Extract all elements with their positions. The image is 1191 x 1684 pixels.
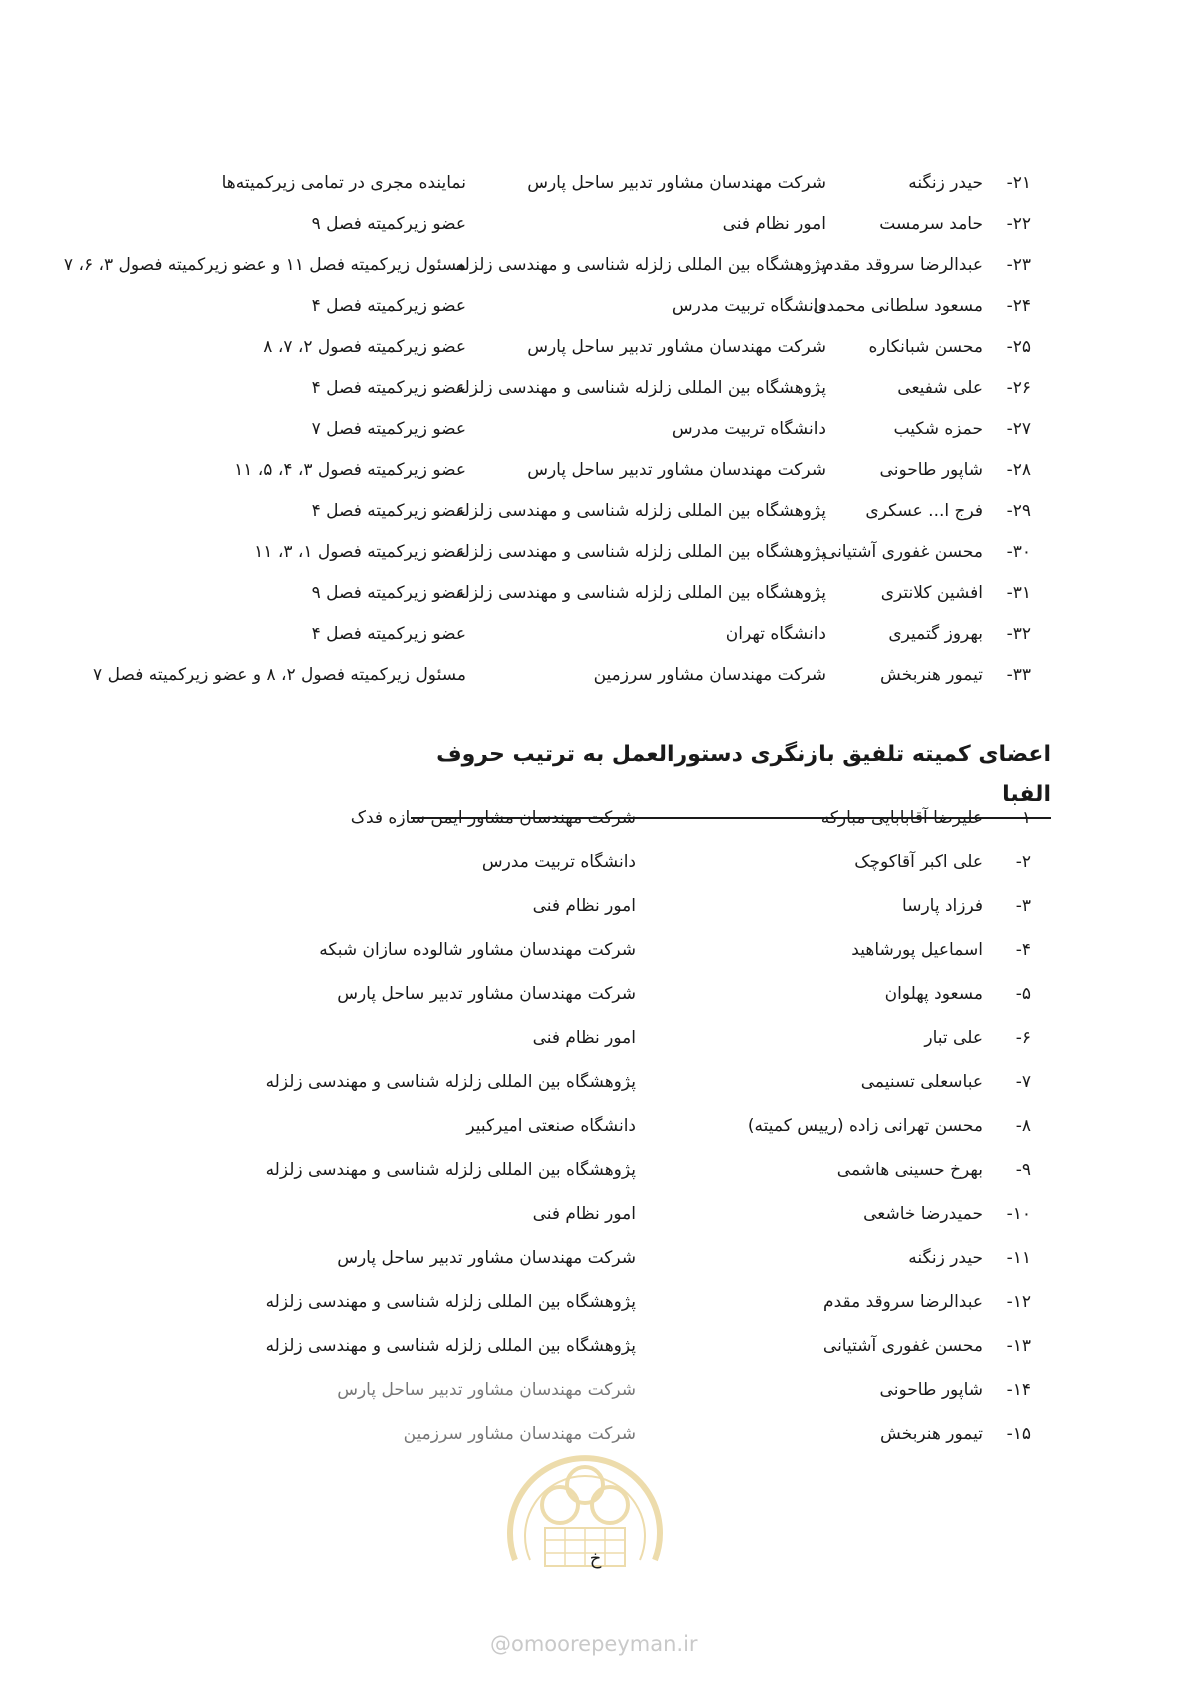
item-number: ۱۱- [1006, 1248, 1031, 1268]
member-role: عضو زیرکمیته فصول ۳، ۴، ۵، ۱۱ [234, 460, 466, 480]
item-name: حمیدرضا خاشعی [863, 1204, 983, 1224]
member-row [0, 614, 1191, 654]
member-number: ۲۷- [1006, 419, 1031, 439]
member-organization: شرکت مهندسان مشاور تدبیر ساحل پارس [527, 173, 826, 193]
member-row [0, 573, 1191, 613]
list-item [0, 798, 1191, 838]
member-organization: امور نظام فنی [722, 214, 826, 234]
item-name: بهرخ حسینی هاشمی [836, 1160, 983, 1180]
member-number: ۲۳- [1006, 255, 1031, 275]
member-row [0, 655, 1191, 695]
item-organization: شرکت مهندسان مشاور شالوده سازان شبکه [319, 940, 636, 960]
member-name: حامد سرمست [879, 214, 983, 234]
member-name: محسن شبانکاره [868, 337, 983, 357]
member-organization: شرکت مهندسان مشاور سرزمین [593, 665, 826, 685]
member-row [0, 532, 1191, 572]
member-row [0, 286, 1191, 326]
list-item [0, 1106, 1191, 1146]
list-item [0, 974, 1191, 1014]
item-name: اسماعیل پورشاهید [851, 940, 983, 960]
item-name: تیمور هنربخش [880, 1424, 983, 1444]
member-name: مسعود سلطانی محمدی [813, 296, 983, 316]
item-number: ۵- [1015, 984, 1031, 1004]
item-number: ۱۵- [1006, 1424, 1031, 1444]
member-organization: پژوهشگاه بین المللی زلزله شناسی و مهندسی زلزله [455, 255, 826, 275]
member-organization: پژوهشگاه بین المللی زلزله شناسی و مهندسی زلزله [455, 542, 826, 562]
member-organization: پژوهشگاه بین المللی زلزله شناسی و مهندسی زلزله [455, 583, 826, 603]
item-organization: شرکت مهندسان مشاور تدبیر ساحل پارس [337, 1380, 636, 1400]
item-name: علی اکبر آقاکوچک [854, 852, 983, 872]
item-organization: پژوهشگاه بین المللی زلزله شناسی و مهندسی زلزله [265, 1336, 636, 1356]
member-role: عضو زیرکمیته فصل ۹ [311, 214, 466, 234]
list-item [0, 1150, 1191, 1190]
member-row [0, 450, 1191, 490]
member-name: علی شفیعی [897, 378, 983, 398]
item-organization: دانشگاه تربیت مدرس [481, 852, 636, 872]
member-number: ۳۰- [1006, 542, 1031, 562]
item-name: مسعود پهلوان [884, 984, 983, 1004]
member-role: عضو زیرکمیته فصول ۲، ۷، ۸ [263, 337, 466, 357]
item-number: ۴- [1015, 940, 1031, 960]
item-number: ۶- [1015, 1028, 1031, 1048]
item-name: علیرضا آقابابایی مبارکه [820, 808, 983, 828]
member-role: عضو زیرکمیته فصل ۴ [311, 501, 466, 521]
item-name: محسن غفوری آشتیانی [822, 1336, 983, 1356]
member-name: عبدالرضا سروقد مقدم [823, 255, 983, 275]
page-number: خ [589, 1548, 602, 1569]
list-item [0, 842, 1191, 882]
item-name: فرزاد پارسا [902, 896, 983, 916]
member-name: تیمور هنربخش [880, 665, 983, 685]
item-organization: امور نظام فنی [532, 1204, 636, 1224]
member-row [0, 327, 1191, 367]
member-name: بهروز گتمیری [888, 624, 983, 644]
item-organization: شرکت مهندسان مشاور تدبیر ساحل پارس [337, 984, 636, 1004]
member-role: نماینده مجری در تمامی زیرکمیته‌ها [221, 173, 466, 193]
item-organization: امور نظام فنی [532, 896, 636, 916]
list-item [0, 1194, 1191, 1234]
item-organization: پژوهشگاه بین المللی زلزله شناسی و مهندسی زلزله [265, 1292, 636, 1312]
member-row [0, 163, 1191, 203]
member-organization: دانشگاه تهران [725, 624, 826, 644]
item-organization: شرکت مهندسان مشاور ایمن سازه فدک [350, 808, 636, 828]
list-item [0, 1282, 1191, 1322]
list-item [0, 1062, 1191, 1102]
seal-stamp-icon [485, 1410, 685, 1570]
item-number: ۱۲- [1006, 1292, 1031, 1312]
member-row [0, 368, 1191, 408]
item-organization: شرکت مهندسان مشاور تدبیر ساحل پارس [337, 1248, 636, 1268]
item-organization: امور نظام فنی [532, 1028, 636, 1048]
item-name: عبدالرضا سروقد مقدم [823, 1292, 983, 1312]
member-organization: دانشگاه تربیت مدرس [671, 296, 826, 316]
item-name: علی تبار [924, 1028, 983, 1048]
member-number: ۲۴- [1006, 296, 1031, 316]
member-organization: پژوهشگاه بین المللی زلزله شناسی و مهندسی زلزله [455, 378, 826, 398]
member-role: عضو زیرکمیته فصل ۴ [311, 378, 466, 398]
item-name: محسن تهرانی زاده (رییس کمیته) [747, 1116, 983, 1136]
item-number: ۸- [1015, 1116, 1031, 1136]
item-number: ۲- [1015, 852, 1031, 872]
item-number: ۷- [1015, 1072, 1031, 1092]
member-number: ۲۵- [1006, 337, 1031, 357]
item-organization: پژوهشگاه بین المللی زلزله شناسی و مهندسی زلزله [265, 1160, 636, 1180]
member-name: حیدر زنگنه [908, 173, 983, 193]
list-item [0, 1238, 1191, 1278]
member-number: ۲۲- [1006, 214, 1031, 234]
member-role: عضو زیرکمیته فصل ۴ [311, 624, 466, 644]
member-number: ۳۱- [1006, 583, 1031, 603]
item-name: حیدر زنگنه [908, 1248, 983, 1268]
member-number: ۳۳- [1006, 665, 1031, 685]
item-number: ۱۴- [1006, 1380, 1031, 1400]
member-role: عضو زیرکمیته فصول ۱، ۳، ۱۱ [254, 542, 466, 562]
member-number: ۲۶- [1006, 378, 1031, 398]
item-number: ۱۰- [1006, 1204, 1031, 1224]
item-organization: شرکت مهندسان مشاور سرزمین [403, 1424, 636, 1444]
member-organization: شرکت مهندسان مشاور تدبیر ساحل پارس [527, 337, 826, 357]
list-item [0, 1326, 1191, 1366]
item-name: شاپور طاحونی [879, 1380, 983, 1400]
member-name: افشین کلانتری [880, 583, 983, 603]
watermark: @omoorepeyman.ir [490, 1632, 698, 1656]
member-number: ۲۹- [1006, 501, 1031, 521]
item-number: ۳- [1015, 896, 1031, 916]
member-row [0, 204, 1191, 244]
member-row [0, 491, 1191, 531]
member-role: مسئول زیرکمیته فصول ۲، ۸ و عضو زیرکمیته فصل ۷ [93, 665, 466, 685]
item-number: ۱۳- [1006, 1336, 1031, 1356]
section-heading: اعضای کمیته تلفیق بازنگری دستورالعمل به ترتیب حروف الفبا [411, 735, 1051, 819]
member-number: ۳۲- [1006, 624, 1031, 644]
member-role: مسئول زیرکمیته فصل ۱۱ و عضو زیرکمیته فصول ۳، ۶، ۷ [63, 255, 466, 275]
member-organization: پژوهشگاه بین المللی زلزله شناسی و مهندسی زلزله [455, 501, 826, 521]
member-number: ۲۱- [1006, 173, 1031, 193]
member-number: ۲۸- [1006, 460, 1031, 480]
item-number: ۹- [1015, 1160, 1031, 1180]
item-organization: دانشگاه صنعتی امیرکبیر [466, 1116, 636, 1136]
item-name: عباسعلی تسنیمی [860, 1072, 983, 1092]
member-role: عضو زیرکمیته فصل ۹ [311, 583, 466, 603]
list-item [0, 930, 1191, 970]
member-role: عضو زیرکمیته فصل ۴ [311, 296, 466, 316]
member-name: شاپور طاحونی [879, 460, 983, 480]
list-item [0, 1018, 1191, 1058]
member-organization: شرکت مهندسان مشاور تدبیر ساحل پارس [527, 460, 826, 480]
list-item [0, 1370, 1191, 1410]
member-row [0, 409, 1191, 449]
member-row [0, 245, 1191, 285]
member-name: محسن غفوری آشتیانی [822, 542, 983, 562]
member-role: عضو زیرکمیته فصل ۷ [311, 419, 466, 439]
member-name: فرج ا... عسکری [865, 501, 983, 521]
item-number: ۱- [1015, 808, 1031, 828]
list-item [0, 886, 1191, 926]
member-name: حمزه شکیب [893, 419, 983, 439]
item-organization: پژوهشگاه بین المللی زلزله شناسی و مهندسی زلزله [265, 1072, 636, 1092]
member-organization: دانشگاه تربیت مدرس [671, 419, 826, 439]
